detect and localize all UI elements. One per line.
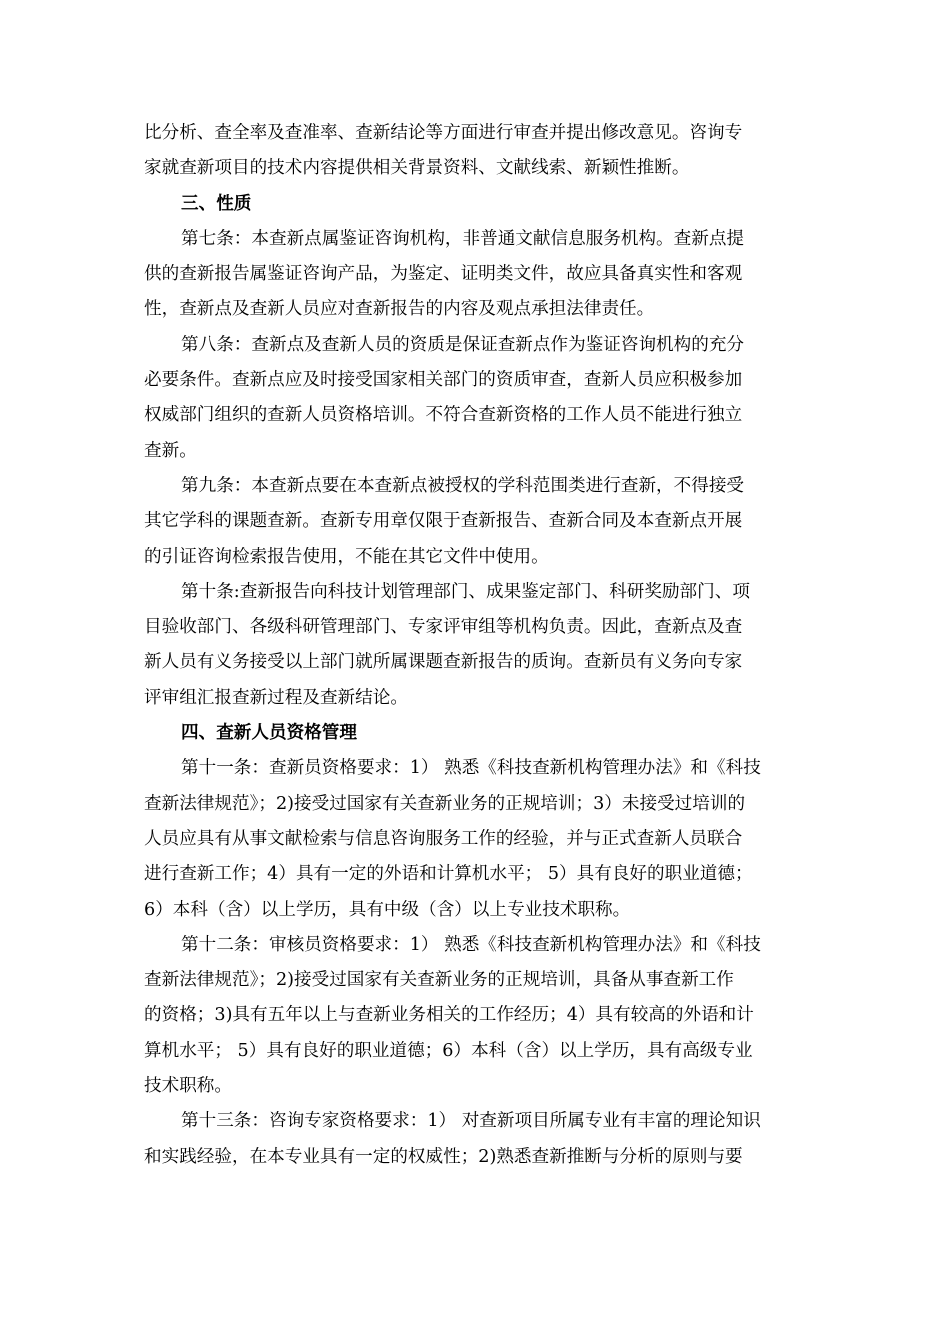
text-line: 家就查新项目的技术内容提供相关背景资料、文献线索、新颖性推断。 [144, 158, 690, 179]
text-line: 其它学科的课题查新。查新专用章仅限于查新报告、查新合同及本查新点开展 [144, 511, 743, 532]
text-line: 查新法律规范》；2)接受过国家有关查新业务的正规培训；3）未接受过培训的 [144, 793, 746, 814]
paragraph [144, 222, 810, 328]
text-line: 人员应具有从事文献检索与信息咨询服务工作的经验，并与正式查新人员联合 [144, 828, 743, 849]
paragraph [144, 328, 810, 469]
paragraph [144, 469, 810, 575]
text-line: 进行查新工作；4）具有一定的外语和计算机水平； 5）具有良好的职业道德； [144, 864, 753, 885]
text-line: 算机水平； 5）具有良好的职业道德；6）本科（含）以上学历，具有高级专业 [144, 1040, 753, 1061]
text-line: 第十二条：审核员资格要求：1） 熟悉《科技查新机构管理办法》和《科技 [181, 934, 761, 955]
paragraph [144, 575, 810, 716]
text-line: 比分析、查全率及查准率、查新结论等方面进行审查并提出修改意见。咨询专 [144, 123, 743, 143]
text-line: 6）本科（含）以上学历，具有中级（含）以上专业技术职称。 [144, 899, 631, 920]
section-heading: 四、查新人员资格管理 [181, 723, 357, 744]
text-line: 第十一条：查新员资格要求：1） 熟悉《科技查新机构管理办法》和《科技 [181, 758, 761, 779]
text-line: 和实践经验，在本专业具有一定的权威性；2)熟悉查新推断与分析的原则与要 [144, 1146, 743, 1167]
text-line: 查新。 [144, 440, 197, 461]
text-line: 供的查新报告属鉴证咨询产品，为鉴定、证明类文件，故应具备真实性和客观 [144, 264, 743, 285]
text-line: 查新法律规范》；2)接受过国家有关查新业务的正规培训，具备从事查新工作 [144, 970, 734, 991]
paragraph [144, 751, 810, 927]
text-line: 评审组汇报查新过程及查新结论。 [144, 687, 408, 708]
paragraph [144, 1104, 810, 1175]
text-line: 第九条：本查新点要在本查新点被授权的学科范围类进行查新，不得接受 [181, 475, 745, 496]
text-line: 第八条：查新点及查新人员的资质是保证查新点作为鉴证咨询机构的充分 [181, 334, 745, 355]
text-line: 权威部门组织的查新人员资格培训。不符合查新资格的工作人员不能进行独立 [144, 405, 743, 426]
document-body [144, 116, 810, 1175]
text-line: 性，查新点及查新人员应对查新报告的内容及观点承担法律责任。 [144, 299, 655, 320]
text-line: 新人员有义务接受以上部门就所属课题查新报告的质询。查新员有义务向专家 [144, 652, 743, 673]
text-line: 第十三条：咨询专家资格要求：1） 对查新项目所属专业有丰富的理论知识 [181, 1111, 761, 1132]
text-line: 第十条:查新报告向科技计划管理部门、成果鉴定部门、科研奖励部门、项 [181, 581, 750, 602]
section-heading: 三、性质 [181, 193, 252, 214]
paragraph [144, 116, 810, 187]
text-line: 必要条件。查新点应及时接受国家相关部门的资质审查，查新人员应积极参加 [144, 370, 743, 391]
text-line: 的引证咨询检索报告使用，不能在其它文件中使用。 [144, 546, 549, 567]
text-line: 技术职称。 [144, 1076, 232, 1097]
paragraph [144, 928, 810, 1104]
text-line: 目验收部门、各级科研管理部门、专家评审组等机构负责。因此，查新点及查 [144, 617, 743, 638]
text-line: 的资格；3)具有五年以上与查新业务相关的工作经历；4）具有较高的外语和计 [144, 1005, 754, 1026]
text-line: 第七条：本查新点属鉴证咨询机构，非普通文献信息服务机构。查新点提 [181, 228, 745, 249]
